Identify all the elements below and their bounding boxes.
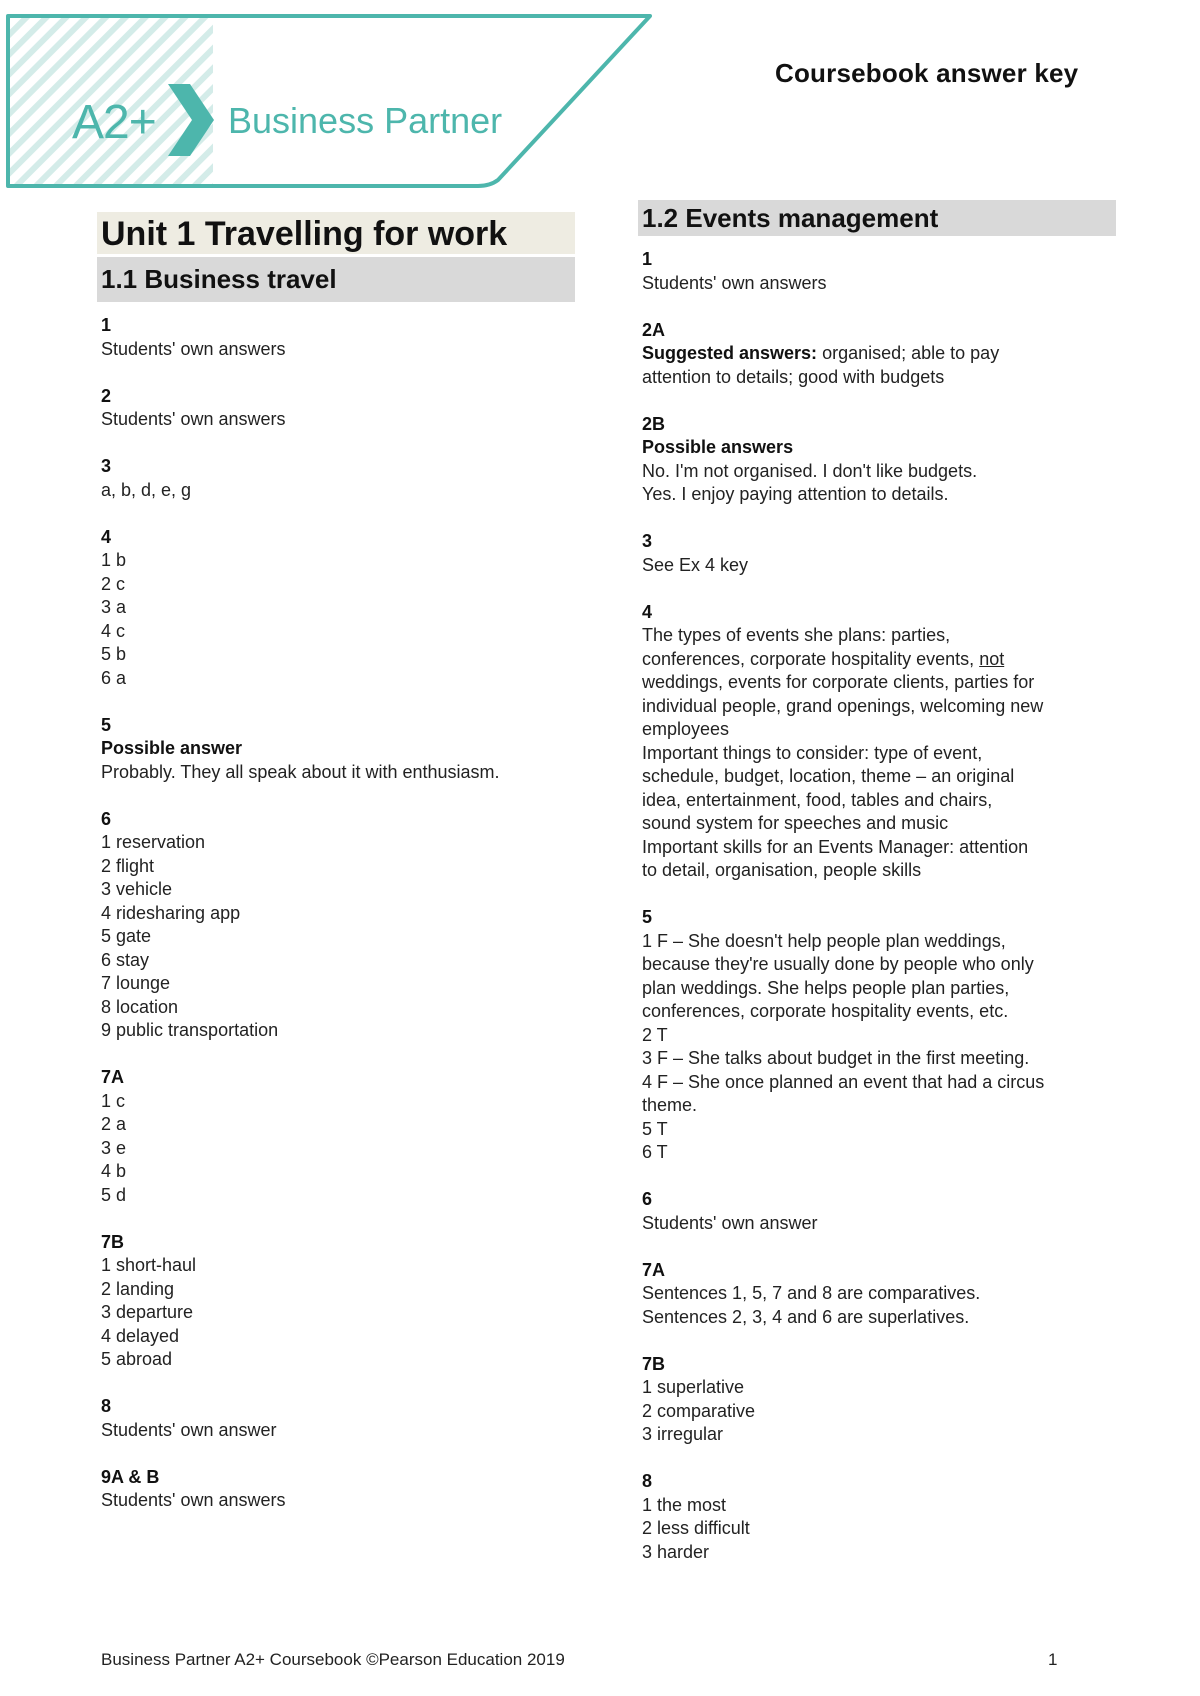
answer-line (642, 460, 1116, 484)
answer-line (642, 1047, 1116, 1071)
answer-line (642, 812, 1116, 836)
answer-line (101, 573, 571, 597)
answer-line (642, 695, 1116, 719)
answer-item (101, 1066, 571, 1207)
answer-line (101, 1137, 571, 1161)
answer-text: 4 b (101, 1161, 127, 1181)
answer-text: Sentences 2, 3, 4 and 6 are superlatives. (642, 1306, 970, 1327)
answer-label: Possible answers (642, 437, 794, 457)
answer-line (101, 408, 571, 432)
answer-label: Possible answer (101, 738, 243, 758)
page-number: 1 (1048, 1650, 1058, 1669)
answer-text: The types of events she plans: parties, (642, 625, 951, 645)
answer-text: 3 F – She talks about budget in the first meeting. (642, 1048, 1030, 1068)
question-number: 7B (101, 1231, 125, 1252)
answer-line (101, 1160, 571, 1184)
answer-line (101, 972, 571, 996)
answer-item (101, 714, 571, 785)
answer-label: Suggested answers: (642, 343, 818, 363)
document-type-title: Coursebook answer key (775, 58, 1079, 88)
answer-line (642, 765, 1116, 789)
answer-line (101, 761, 571, 785)
answer-item (642, 1188, 1116, 1235)
answer-line (101, 1113, 571, 1137)
answer-line (642, 1423, 1116, 1447)
answer-line (101, 855, 571, 879)
answer-text: 5 gate (101, 926, 152, 946)
answer-text: individual people, grand openings, welcoming new (642, 695, 1044, 716)
answer-line (101, 1019, 571, 1043)
answer-line (101, 643, 571, 667)
answer-text: 5 T (642, 1118, 668, 1139)
question-number: 6 (101, 808, 112, 829)
question-number: 7B (642, 1353, 666, 1374)
answer-line (642, 859, 1116, 883)
answer-item (642, 413, 1116, 507)
answer-text: Students' own answer (642, 1212, 818, 1233)
answer-text: No. I'm not organised. I don't like budgets. (642, 460, 978, 481)
answer-item (642, 601, 1116, 883)
answer-line (101, 1325, 571, 1349)
answer-text: 3 vehicle (101, 879, 173, 899)
answer-line (642, 366, 1116, 390)
answer-text: Important things to consider: type of event, (642, 742, 983, 763)
answer-text: 6 a (101, 667, 127, 688)
answer-line (101, 831, 571, 855)
answer-line (642, 742, 1116, 766)
answer-line (101, 878, 571, 902)
answer-text: a, b, d, e, g (101, 479, 192, 500)
answer-line (642, 1494, 1116, 1518)
answer-line (642, 1118, 1116, 1142)
question-number: 2 (101, 385, 112, 406)
answer-text: 5 d (101, 1184, 127, 1205)
answer-text: Students' own answers (101, 338, 286, 359)
answer-text: 2 T (642, 1024, 668, 1045)
answer-line (642, 1000, 1116, 1024)
answer-underlined-text: not (979, 648, 1005, 669)
answer-text: 4 delayed (101, 1325, 180, 1346)
answer-text: 2 c (101, 573, 126, 594)
answer-text: attention to details; good with budgets (642, 366, 945, 387)
answer-text: 1 c (101, 1090, 126, 1111)
answer-line (642, 1024, 1116, 1048)
answer-line (101, 1419, 571, 1443)
answer-text: 2 landing (101, 1278, 175, 1299)
answer-text: weddings, events for corporate clients, parties for (642, 672, 1035, 692)
answer-text: 3 irregular (642, 1424, 724, 1444)
question-number: 6 (642, 1189, 653, 1209)
answer-line (101, 1254, 571, 1278)
answer-line (642, 554, 1116, 578)
answer-list-events-management (642, 248, 1116, 1588)
answer-item (101, 455, 571, 502)
logo-level: A2+ (72, 96, 156, 149)
answer-text: 2 flight (101, 855, 155, 876)
answer-text: plan weddings. She helps people plan parties, (642, 977, 1010, 998)
answer-line (101, 1489, 571, 1513)
answer-text: 1 reservation (101, 832, 206, 852)
answer-line (642, 272, 1116, 296)
answer-text: conferences, corporate hospitality events, etc. (642, 1001, 1009, 1021)
answer-text: Students' own answers (101, 1490, 286, 1510)
answer-line (642, 1282, 1116, 1306)
answer-text: 1 short-haul (101, 1255, 197, 1275)
answer-line (101, 996, 571, 1020)
answer-text: 4 F – She once planned an event that had a circus (642, 1071, 1045, 1092)
answer-text: theme. (642, 1095, 698, 1115)
answer-line (101, 549, 571, 573)
answer-line (642, 436, 1116, 460)
answer-line (101, 949, 571, 973)
answer-item (101, 314, 571, 361)
answer-text: 5 b (101, 644, 127, 664)
answer-line (101, 902, 571, 926)
answer-line (642, 977, 1116, 1001)
answer-text: 8 location (101, 996, 179, 1017)
header-banner (0, 0, 660, 195)
question-number: 7A (101, 1067, 125, 1087)
answer-text: schedule, budget, location, theme – an original (642, 766, 1015, 786)
question-number: 3 (642, 531, 653, 551)
answer-item (642, 248, 1116, 295)
unit-title: Unit 1 Travelling for work (97, 212, 575, 254)
answer-line (101, 1184, 571, 1208)
answer-line (642, 671, 1116, 695)
answer-text: 4 ridesharing app (101, 902, 241, 923)
question-number: 7A (642, 1259, 666, 1280)
answer-text: 2 a (101, 1114, 127, 1134)
answer-text: 5 abroad (101, 1349, 173, 1369)
answer-text: Probably. They all speak about it with enthusiasm. (101, 761, 500, 782)
answer-text: employees (642, 719, 730, 739)
answer-text: organised; able to pay (817, 343, 1000, 363)
question-number: 5 (642, 907, 653, 927)
answer-item (642, 1470, 1116, 1564)
answer-item (101, 808, 571, 1043)
answer-line (101, 620, 571, 644)
question-number: 3 (101, 456, 112, 476)
answer-text: 3 e (101, 1137, 127, 1158)
answer-text: 1 b (101, 550, 127, 570)
answer-line (101, 1348, 571, 1372)
answer-text: Yes. I enjoy paying attention to details. (642, 484, 949, 504)
answer-text: Students' own answer (101, 1419, 277, 1440)
answer-item (101, 526, 571, 691)
answer-line (101, 737, 571, 761)
answer-text: to detail, organisation, people skills (642, 860, 922, 880)
question-number: 8 (101, 1396, 112, 1416)
answer-text: 1 the most (642, 1494, 727, 1515)
answer-text: 9 public transportation (101, 1020, 279, 1040)
section-title-business-travel: 1.1 Business travel (97, 257, 575, 302)
answer-text: 4 c (101, 620, 126, 641)
answer-text: because they're usually done by people who only (642, 954, 1034, 974)
answer-line (642, 1306, 1116, 1330)
answer-line (101, 1090, 571, 1114)
answer-line (642, 648, 1116, 672)
answer-line (101, 667, 571, 691)
footer-copyright: Business Partner A2+ Coursebook ©Pearson Education 2019 (101, 1650, 565, 1669)
answer-text: 6 stay (101, 949, 150, 970)
answer-text: sound system for speeches and music (642, 813, 949, 833)
answer-item (101, 1466, 571, 1513)
answer-item (642, 1353, 1116, 1447)
question-number: 1 (101, 315, 112, 335)
answer-line (101, 1278, 571, 1302)
answer-item (101, 1231, 571, 1372)
answer-line (101, 479, 571, 503)
answer-text: 1 superlative (642, 1377, 745, 1397)
answer-line (101, 1301, 571, 1325)
section-title-events-management: 1.2 Events management (638, 200, 1116, 236)
answer-line (642, 624, 1116, 648)
question-number: 4 (642, 601, 653, 622)
question-number: 8 (642, 1471, 653, 1491)
answer-item (642, 319, 1116, 390)
answer-line (642, 483, 1116, 507)
answer-text: 3 departure (101, 1302, 194, 1322)
answer-text: idea, entertainment, food, tables and chairs, (642, 789, 993, 810)
answer-text: conferences, corporate hospitality events, (642, 648, 980, 669)
answer-text: Students' own answers (101, 409, 286, 429)
answer-text: 2 comparative (642, 1400, 756, 1421)
answer-line (642, 953, 1116, 977)
answer-line (642, 836, 1116, 860)
logo-name: Business Partner (228, 100, 503, 141)
answer-line (642, 1212, 1116, 1236)
answer-line (101, 596, 571, 620)
answer-item (642, 906, 1116, 1165)
answer-line (642, 1541, 1116, 1565)
question-number: 5 (101, 714, 112, 735)
answer-text: 6 T (642, 1142, 668, 1162)
question-number: 2B (642, 413, 666, 434)
answer-text: 1 F – She doesn't help people plan weddings, (642, 930, 1006, 951)
answer-text: 3 harder (642, 1541, 710, 1562)
answer-line (642, 1517, 1116, 1541)
question-number: 1 (642, 249, 653, 269)
answer-line (642, 1141, 1116, 1165)
answer-line (642, 930, 1116, 954)
answer-item (101, 385, 571, 432)
question-number: 9A & B (101, 1466, 160, 1487)
answer-line (642, 789, 1116, 813)
answer-text: 3 a (101, 597, 127, 617)
answer-line (101, 338, 571, 362)
answer-list-business-travel (101, 314, 571, 1536)
answer-text: Sentences 1, 5, 7 and 8 are comparatives. (642, 1283, 981, 1303)
question-number: 2A (642, 319, 666, 340)
answer-text: Important skills for an Events Manager: attention (642, 836, 1029, 857)
answer-text: 2 less difficult (642, 1518, 750, 1538)
answer-item (642, 530, 1116, 577)
answer-line (642, 1071, 1116, 1095)
answer-item (642, 1259, 1116, 1330)
answer-line (642, 1376, 1116, 1400)
answer-line (642, 342, 1116, 366)
answer-text: See Ex 4 key (642, 554, 749, 575)
answer-line (642, 718, 1116, 742)
answer-line (101, 925, 571, 949)
answer-line (642, 1400, 1116, 1424)
answer-item (101, 1395, 571, 1442)
answer-line (642, 1094, 1116, 1118)
question-number: 4 (101, 526, 112, 547)
answer-text: 7 lounge (101, 973, 171, 993)
answer-text: Students' own answers (642, 272, 827, 293)
